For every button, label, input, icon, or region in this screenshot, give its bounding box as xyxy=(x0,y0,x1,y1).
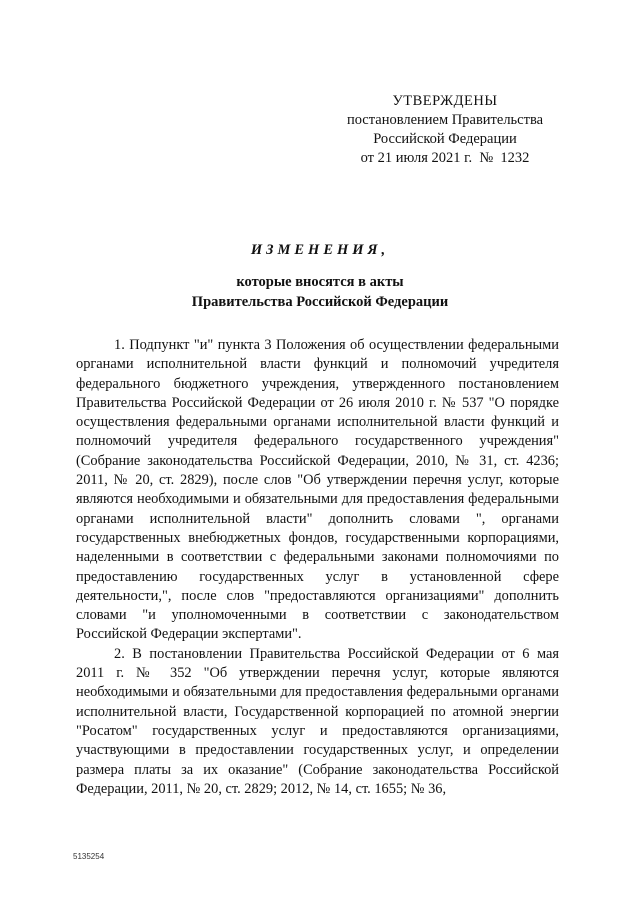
title-subtitle-1: которые вносятся в акты xyxy=(236,274,404,290)
approval-line-2: постановлением Правительства xyxy=(346,112,544,128)
footer-document-number: 5135254 xyxy=(73,852,105,861)
title-heading: ИЗМЕНЕНИЯ, xyxy=(250,242,390,258)
approval-line-3: Российской Федерации xyxy=(373,131,517,147)
document-title xyxy=(60,240,580,312)
paragraph-1: 1. Подпункт "и" пункта 3 Положения об осуществлении федеральными органами исполнительной власти функций и полномочий учредителя федерального бюджетного учреждения, утвержденного постановлением Правительства Российской Федерации от 26 июля 2010 г. № 537 "О порядке осуществления федеральными органами исполнительной власти функций и полномочий учредителя федерального государственного учреждения" (Собрание законодательства Российской Федерации, 2010, № 31, ст. 4236; 2011, № 20, ст. 2829), после слов "Об утверждении перечня услуг, которые являются необходимыми и обязательными для предоставления федеральными органами исполнительной власти" дополнить словами ", органами государственных внебюджетных фондов, государственными корпорациями, наделенными в соответствии с федеральными законами полномочиями по предоставлению государственных услуг в установленной сфере деятельности,", после слов "предоставляются организациями" дополнить словами "и уполномоченными в соответствии с законодательством Российской Федерации экспертами". xyxy=(76,337,559,643)
paragraph-2: 2. В постановлении Правительства Российской Федерации от 6 мая 2011 г. № 352 "Об утверждении перечня услуг, которые являются необходимыми и обязательными для предоставления федеральными органами исполнительной власти, Государственной корпорацией по атомной энергии "Росатом" государственных услуг и предоставляются организациями, участвующими в предоставлении государственных услуг, и определении размера платы за их оказание" (Собрание законодательства Российской Федерации, 2011, № 20, ст. 2829; 2012, № 14, ст. 1655; № 36, xyxy=(76,645,559,797)
document-body xyxy=(76,336,559,799)
approval-date-number: от 21 июля 2021 г. № 1232 xyxy=(360,150,530,166)
approval-heading: УТВЕРЖДЕНЫ xyxy=(392,93,498,109)
approval-block xyxy=(330,92,560,168)
title-subtitle-2: Правительства Российской Федерации xyxy=(191,294,449,310)
